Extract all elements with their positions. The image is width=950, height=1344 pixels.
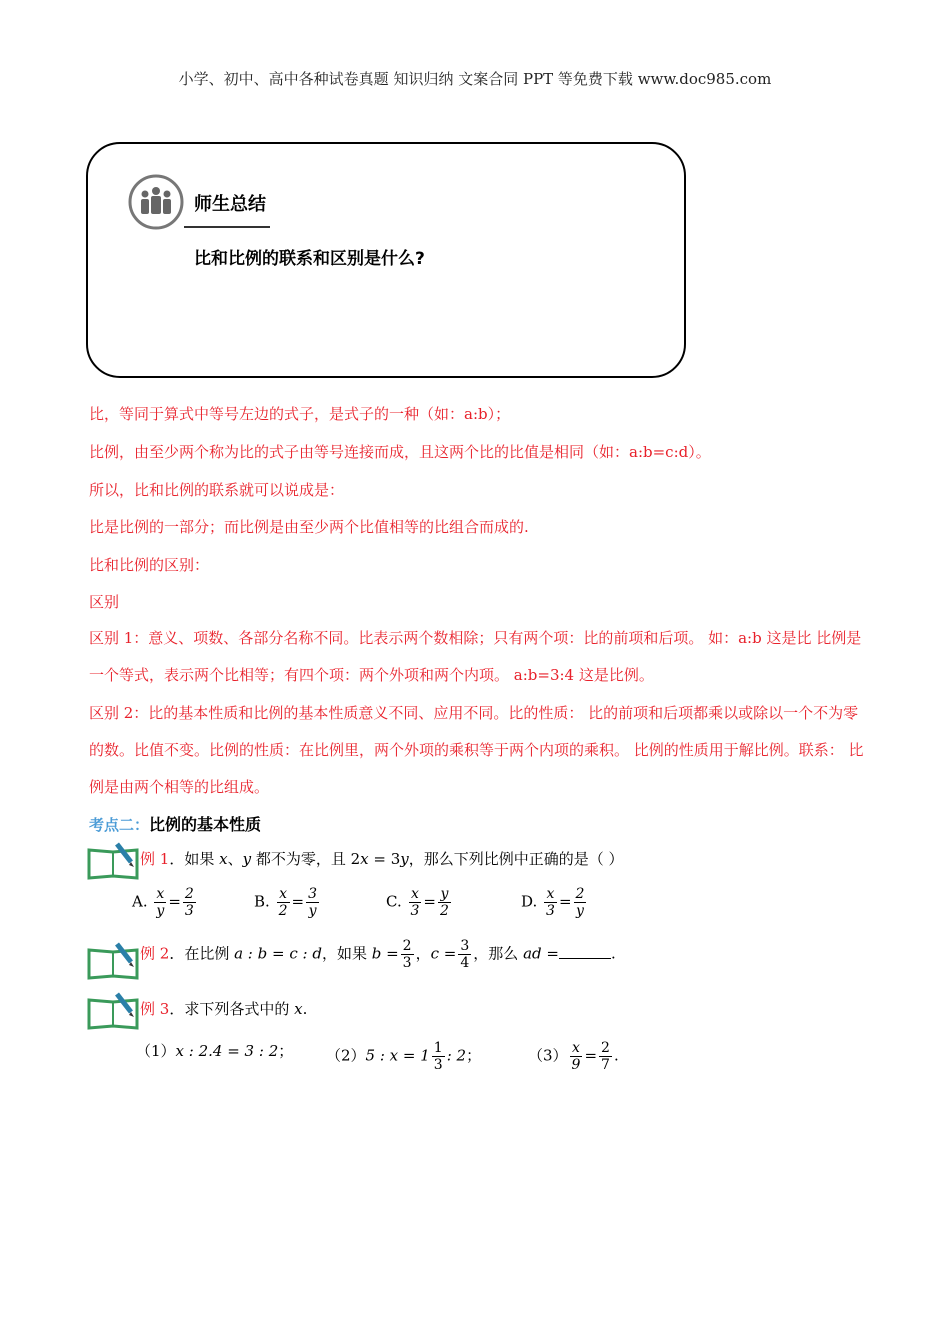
var-x: x bbox=[360, 850, 369, 868]
proportion-expression: a : b = c : d bbox=[234, 944, 322, 963]
section-heading bbox=[89, 812, 261, 835]
numerator: x bbox=[544, 886, 557, 903]
var-c: c = bbox=[430, 944, 457, 963]
equation-tail: ； bbox=[278, 1042, 294, 1060]
equation-label: （1） bbox=[136, 1042, 176, 1060]
option-d[interactable] bbox=[521, 886, 588, 919]
denominator: 4 bbox=[460, 955, 470, 971]
fraction bbox=[277, 886, 290, 919]
equation-3 bbox=[528, 1040, 619, 1073]
var-b: b = bbox=[371, 944, 399, 963]
book-pencil-icon bbox=[87, 990, 139, 1030]
denominator: 3 bbox=[546, 903, 555, 919]
numerator: 1 bbox=[433, 1040, 443, 1056]
fraction bbox=[306, 886, 319, 919]
var-x: x bbox=[294, 1000, 303, 1018]
denominator: 3 bbox=[402, 955, 412, 971]
equals-sign: = bbox=[168, 892, 181, 911]
denominator: 3 bbox=[410, 903, 420, 919]
fraction bbox=[154, 886, 166, 919]
fraction bbox=[599, 1040, 612, 1073]
example-2-number: 例 2 bbox=[140, 944, 170, 963]
numerator: x bbox=[154, 886, 166, 903]
paragraph-5: 比和比例的区别： bbox=[89, 556, 210, 574]
option-c[interactable] bbox=[386, 886, 453, 919]
numerator: 3 bbox=[460, 938, 470, 954]
equation-tail: . bbox=[613, 1046, 619, 1065]
example-1-text: = 3 bbox=[368, 850, 401, 868]
equation-label: （3） bbox=[528, 1046, 568, 1065]
equals-sign: = bbox=[584, 1046, 598, 1065]
example-3-text: ．求下列各式中的 bbox=[169, 1000, 295, 1018]
fraction bbox=[183, 886, 196, 919]
fraction bbox=[458, 938, 471, 971]
example-2-text: = bbox=[541, 944, 559, 963]
paragraph-4: 比是比例的一部分；而比例是由至少两个比值相等的比组合而成的. bbox=[89, 518, 529, 536]
example-2-text: ．在比例 bbox=[169, 944, 235, 963]
example-3-number: 例 3 bbox=[140, 1000, 170, 1018]
option-a[interactable] bbox=[132, 886, 198, 919]
fraction bbox=[570, 1040, 583, 1073]
summary-box bbox=[86, 142, 686, 378]
separator: ， bbox=[415, 944, 431, 963]
equation-2 bbox=[326, 1040, 481, 1073]
example-2-question bbox=[140, 938, 616, 971]
title-underline bbox=[184, 226, 270, 228]
paragraph-6: 区别 bbox=[89, 593, 120, 611]
numerator: 2 bbox=[184, 886, 194, 902]
answer-blank[interactable] bbox=[559, 944, 611, 959]
option-label: B. bbox=[254, 892, 270, 911]
option-b[interactable] bbox=[254, 886, 321, 919]
example-2-text: ，那么 bbox=[473, 944, 524, 963]
var-ad: ad bbox=[523, 944, 542, 963]
denominator: 7 bbox=[601, 1057, 610, 1073]
people-group-icon bbox=[128, 174, 184, 230]
page-header: 小学、初中、高中各种试卷真题 知识归纳 文案合同 PPT 等免费下载 www.doc985.com bbox=[178, 70, 772, 88]
paragraph-1: 比，等同于算式中等号左边的式子，是式子的一种（如：a:b）； bbox=[89, 405, 511, 423]
denominator: 2 bbox=[440, 903, 449, 919]
example-2-text: ，如果 bbox=[321, 944, 372, 963]
equation-expression: 5 : x = 1 bbox=[365, 1046, 430, 1065]
equation-tail: ； bbox=[466, 1046, 482, 1065]
denominator: 3 bbox=[433, 1057, 443, 1073]
fraction bbox=[438, 886, 451, 919]
var-y: y bbox=[400, 850, 409, 868]
equation-expression: x : 2.4 = 3 : 2 bbox=[175, 1042, 279, 1060]
denominator: y bbox=[308, 903, 317, 919]
equation-expression: : 2 bbox=[446, 1046, 467, 1065]
numerator: 2 bbox=[575, 886, 585, 902]
fraction bbox=[574, 886, 587, 919]
denominator: y bbox=[576, 903, 584, 919]
var-y: y bbox=[242, 850, 252, 868]
option-label: C. bbox=[386, 892, 402, 911]
section-title: 比例的基本性质 bbox=[149, 815, 262, 834]
paragraph-7: 区别 1：意义、项数、各部分名称不同。比表示两个数相除；只有两个项：比的前项和后项。 如：a:b 这是比 比例是一个等式，表示两个比相等；有四个项：两个外项和两个内项。 a:b=3:4 这是比例。 bbox=[89, 629, 862, 684]
paragraph-2: 比例，由至少两个称为比的式子由等号连接而成，且这两个比的比值是相同（如：a:b=c:d）。 bbox=[89, 443, 711, 461]
example-3-question bbox=[140, 998, 307, 1019]
separator: 、 bbox=[227, 850, 243, 868]
example-1-number: 例 1 bbox=[140, 850, 170, 868]
paragraph-8: 区别 2：比的基本性质和比例的基本性质意义不同、应用不同。比的性质： 比的前项和后项都乘以或除以一个不为零的数。比值不变。比例的性质：在比例里，两个外项的乘积等于两个内项的乘积。 比例的性质用于解比例。联系： 比例是由两个相等的比组成。 bbox=[89, 704, 864, 796]
option-label: D. bbox=[521, 892, 538, 911]
option-label: A. bbox=[132, 892, 148, 911]
denominator: 3 bbox=[184, 903, 194, 919]
fraction bbox=[544, 886, 557, 919]
denominator: 9 bbox=[571, 1057, 581, 1073]
numerator: 2 bbox=[402, 938, 412, 954]
var-x: x bbox=[219, 850, 228, 868]
summary-question: 比和比例的联系和区别是什么? bbox=[194, 249, 425, 269]
numerator: x bbox=[277, 886, 290, 903]
example-1-question bbox=[140, 848, 624, 869]
equals-sign: = bbox=[291, 892, 305, 911]
numerator: x bbox=[409, 886, 422, 903]
denominator: y bbox=[156, 903, 165, 919]
equals-sign: = bbox=[558, 892, 572, 911]
fraction bbox=[432, 1040, 445, 1073]
example-1-text: ．如果 bbox=[169, 850, 220, 868]
book-pencil-icon bbox=[87, 840, 139, 880]
fraction bbox=[409, 886, 422, 919]
paragraph-3: 所以，比和比例的联系就可以说成是： bbox=[89, 481, 345, 499]
numerator: 2 bbox=[601, 1040, 610, 1056]
period: . bbox=[302, 1000, 308, 1018]
numerator: 3 bbox=[308, 886, 317, 902]
period: . bbox=[610, 944, 616, 963]
denominator: 2 bbox=[278, 903, 288, 919]
example-1-text: 都不为零，且 2 bbox=[251, 850, 361, 868]
equation-1 bbox=[136, 1040, 293, 1061]
equation-label: （2） bbox=[326, 1046, 366, 1065]
numerator: y bbox=[438, 886, 451, 903]
fraction bbox=[401, 938, 414, 971]
numerator: x bbox=[570, 1040, 583, 1057]
book-pencil-icon bbox=[87, 940, 139, 980]
section-label: 考点二： bbox=[89, 816, 150, 834]
equals-sign: = bbox=[423, 892, 436, 911]
example-1-text: ，那么下列比例中正确的是（ ） bbox=[408, 850, 624, 868]
summary-title: 师生总结 bbox=[194, 194, 266, 215]
